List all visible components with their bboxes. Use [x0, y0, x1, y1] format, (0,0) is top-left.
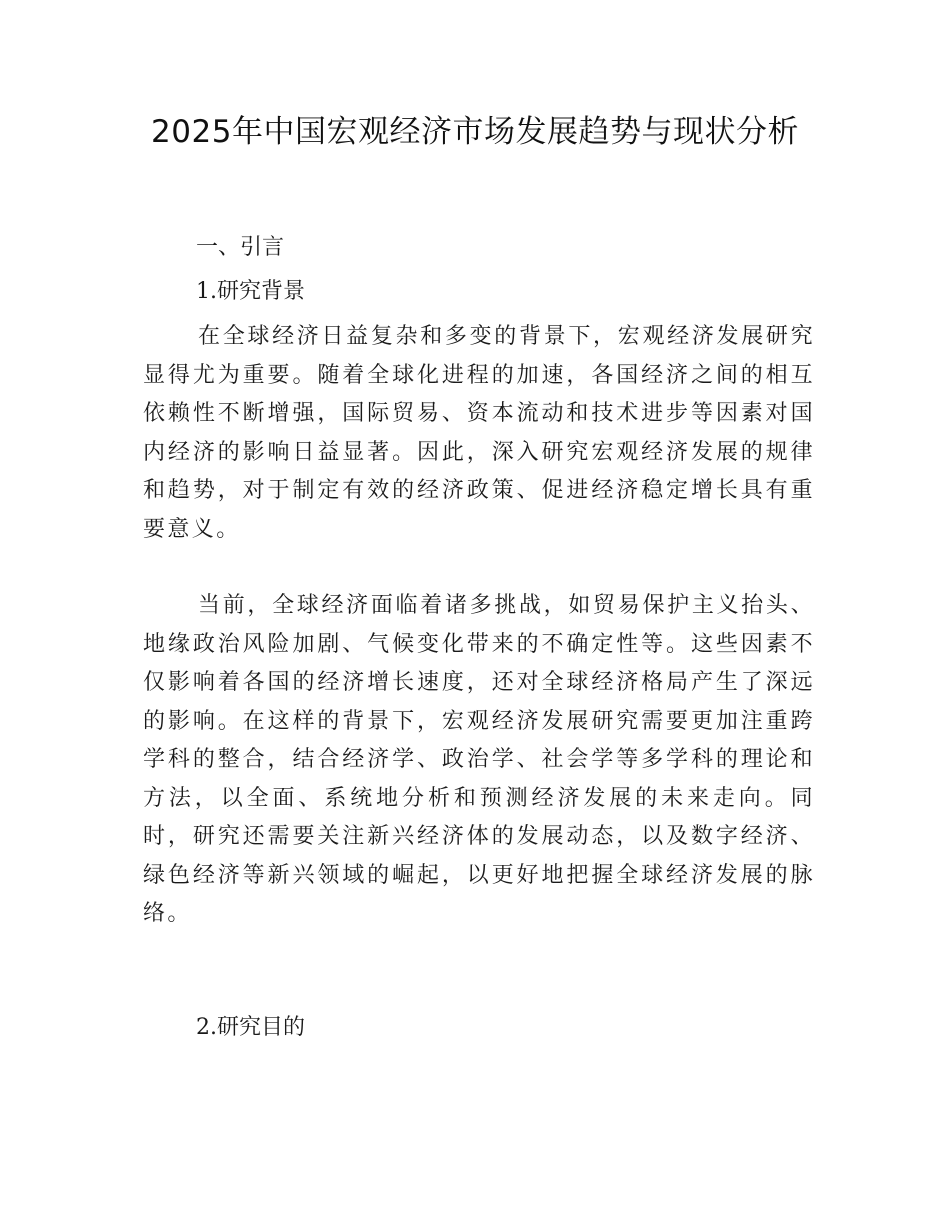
document-title: 2025年中国宏观经济市场发展趋势与现状分析: [151, 114, 799, 150]
body-paragraph-2: 当前，全球经济面临着诸多挑战，如贸易保护主义抬头、地缘政治风险加剧、气候变化带来的不确定性等。这些因素不仅影响着各国的经济增长速度，还对全球经济格局产生了深远的影响。在这样的背景下，宏观经济发展研究需要更加注重跨学科的整合，结合经济学、政治学、社会学等多学科的理论和方法，以全面、系统地分析和预测经济发展的未来走向。同时，研究还需要关注新兴经济体的发展动态，以及数字经济、绿色经济等新兴领域的崛起，以更好地把握全球经济发展的脉络。: [143, 593, 815, 926]
body-paragraph-1: 在全球经济日益复杂和多变的背景下，宏观经济发展研究显得尤为重要。随着全球化进程的加速，各国经济之间的相互依赖性不断增强，国际贸易、资本流动和技术进步等因素对国内经济的影响日益显著。因此，深入研究宏观经济发展的规律和趋势，对于制定有效的经济政策、促进经济稳定增长具有重要意义。: [143, 324, 815, 542]
section-heading-introduction: 一、引言: [196, 235, 285, 260]
subsection-heading-research-purpose: 2.研究目的: [196, 1015, 305, 1040]
subsection-heading-research-background: 1.研究背景: [196, 279, 305, 304]
